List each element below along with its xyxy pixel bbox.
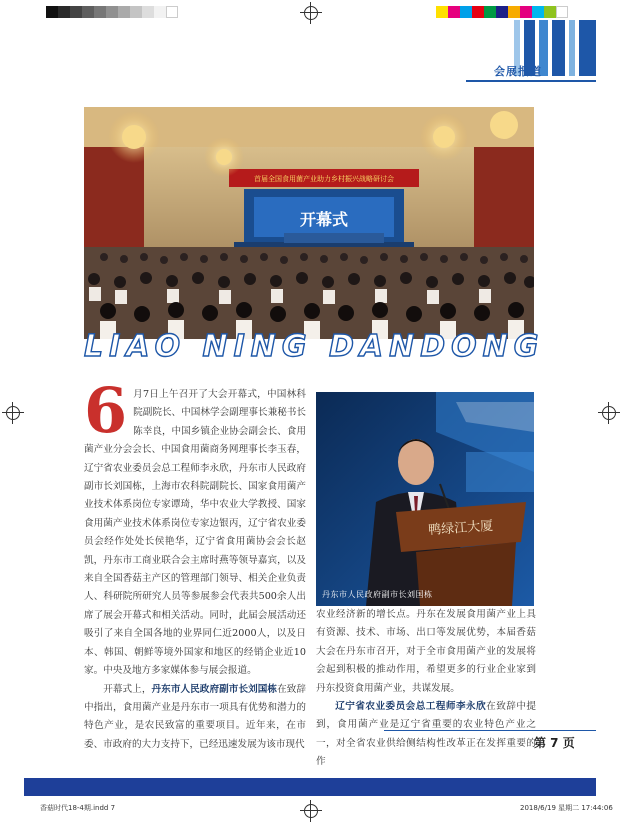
print-slug-file: 香菇时代18-4期.indd 7	[40, 804, 116, 812]
speaker-name-li: 辽宁省农业委员会总工程师李永欣	[335, 701, 487, 713]
speaker-photo	[316, 392, 534, 606]
crop-mark-right	[598, 402, 620, 424]
section-label: 会展报道	[494, 65, 542, 78]
speaker-name-liu: 丹东市人民政府副市长刘国栋	[151, 683, 278, 695]
print-slug-date: 2018/6/19 星期二 17:44:06	[520, 804, 613, 812]
conference-hall-photo	[84, 107, 534, 339]
stage-banner-text: 首届全国食用菌产业助力乡村振兴战略研讨会	[254, 175, 394, 183]
article-paragraph-1: 月7日上午召开了大会开幕式，中国林科院副院长、中国林学会副理事长兼秘书长陈幸良，中国乡镇企业协会副会长、食用菌产业分会会长、中国食用菌商务网理事长李玉春，辽宁省农业委员会总工程师李永欣，丹东市人民政府副市长刘国栋，上海市农科院副院长、国家食用菌产业技术体系岗位专家谭琦，华中农业大学教授、国家食用菌产业技术体系岗位专家边银丙，辽宁省农业委员会经作处处长侯艳华，辽宁省食用菌协会会长赵凯，丹东市工商业联合会主席时燕等领导嘉宾，以及来自全国香菇主产区的管理部门领导、相关企业负责人、科研院所研究人员等参展参会代表共500余人出席了展会开幕式和相关活动。同时，此届会展活动还吸引了来自全国各地的业界同仁近2000人，以及日本、韩国、朝鲜等境外国家和地区的经销企业近10家。中央及地方多家媒体参与展会报道。	[84, 389, 306, 677]
crop-mark-left	[2, 402, 24, 424]
stage-screen-text: 开幕式	[299, 210, 349, 229]
drop-cap: 6	[84, 374, 128, 447]
podium-text: 鸭绿江大厦	[427, 518, 494, 539]
article-continued: 农业经济新的增长点。丹东在发展食用菌产业上具有资源、技术、市场、出口等发展优势，本届香菇大会在丹东市召开，对于全市食用菌产业的发展将会起到积极的推动作用，希望更多的行业企业家到丹东投资食用菌产业，共谋发展。	[316, 609, 536, 694]
footer-rule	[384, 730, 596, 731]
article-paragraph-3: 辽宁省农业委员会总工程师李永欣在致辞中提到，食用菌产业是辽宁省重要的农业特色产业之一，对全省农业供给侧结构性改革正在发挥重要的作	[316, 701, 537, 768]
crop-mark-top	[300, 2, 322, 24]
registration-gray-bar	[46, 6, 178, 18]
registration-color-bar	[436, 6, 568, 18]
article-paragraph-2: 开幕式上，丹东市人民政府副市长刘国栋在致辞中指出，食用菌产业是丹东市一项具有优势和潜力的特色产业，是农民致富的重要项目。近年来，在市委、市政府的大力支持下，已经迅速发展为该市现代	[84, 683, 307, 750]
header-rule	[466, 80, 596, 82]
crop-mark-bottom	[300, 800, 322, 822]
article-right-column	[316, 606, 536, 772]
conference-hall-illustration	[84, 107, 534, 339]
article-left-column	[84, 374, 307, 754]
speaker-illustration	[316, 392, 534, 606]
banner-title: LIAO NING DANDONG	[84, 329, 545, 364]
footer-band	[24, 778, 596, 796]
page-number: 第 7 页	[534, 736, 575, 750]
photo-caption: 丹东市人民政府副市长刘国栋	[322, 590, 433, 599]
